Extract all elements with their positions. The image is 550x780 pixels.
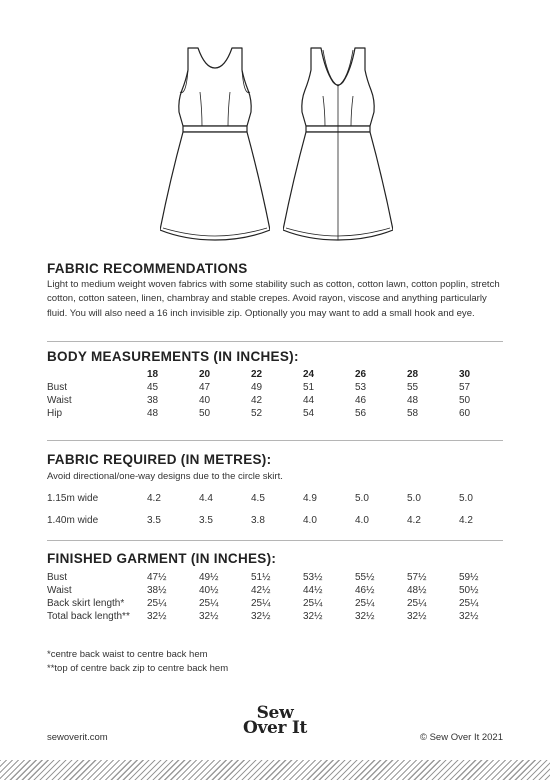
- table-cell: 53½: [303, 572, 323, 583]
- footnote: **top of centre back zip to centre back hem: [47, 663, 229, 674]
- table-cell: 25¼: [459, 598, 479, 609]
- table-cell: 38½: [147, 585, 167, 596]
- size-header: 28: [407, 369, 419, 380]
- table-cell: 4.0: [303, 515, 317, 526]
- table-cell: 53: [355, 382, 367, 393]
- table-cell: 5.0: [459, 493, 473, 504]
- fabric-required-table: [47, 492, 511, 527]
- table-cell: 4.4: [199, 493, 213, 504]
- table-cell: 51½: [251, 572, 271, 583]
- table-cell: 45: [147, 382, 159, 393]
- sew-over-it-logo: [220, 703, 330, 738]
- divider: [47, 440, 503, 441]
- table-cell: 58: [407, 408, 419, 419]
- row-label: 1.15m wide: [47, 493, 99, 504]
- table-cell: 3.5: [147, 515, 161, 526]
- table-cell: 55: [407, 382, 419, 393]
- size-header-row: [47, 368, 511, 381]
- table-cell: 42: [251, 395, 263, 406]
- size-header: 20: [199, 369, 211, 380]
- table-cell: 4.2: [147, 493, 161, 504]
- logo-line: Over It: [242, 718, 308, 738]
- table-row: [47, 610, 511, 623]
- table-cell: 48: [407, 395, 419, 406]
- table-cell: 56: [355, 408, 367, 419]
- table-row: [47, 571, 511, 584]
- footnote: *centre back waist to centre back hem: [47, 649, 208, 660]
- table-cell: 59½: [459, 572, 479, 583]
- dress-back-sketch: [283, 40, 393, 250]
- table-cell: 49½: [199, 572, 219, 583]
- table-cell: 40½: [199, 585, 219, 596]
- fabric-recommendations-heading: FABRIC RECOMMENDATIONS: [47, 261, 248, 276]
- table-cell: 4.9: [303, 493, 317, 504]
- website-link[interactable]: sewoverit.com: [47, 732, 108, 743]
- hatched-border: [0, 760, 550, 780]
- table-cell: 25¼: [147, 598, 167, 609]
- table-cell: 25¼: [303, 598, 323, 609]
- row-label: 1.40m wide: [47, 515, 99, 526]
- table-cell: 25¼: [199, 598, 219, 609]
- table-cell: 50½: [459, 585, 479, 596]
- table-cell: 3.5: [199, 515, 213, 526]
- table-cell: 25¼: [355, 598, 375, 609]
- row-label: Bust: [47, 572, 68, 583]
- table-cell: 52: [251, 408, 263, 419]
- table-cell: 4.0: [355, 515, 369, 526]
- dress-front-sketch: [160, 40, 270, 250]
- divider: [47, 540, 503, 541]
- table-cell: 48½: [407, 585, 427, 596]
- body-measurements-table: [47, 368, 511, 420]
- table-cell: 44: [303, 395, 315, 406]
- row-label: Bust: [47, 382, 68, 393]
- table-cell: 5.0: [355, 493, 369, 504]
- table-row: [47, 514, 511, 527]
- table-cell: 32½: [199, 611, 219, 622]
- size-header: 18: [147, 369, 159, 380]
- table-cell: 48: [147, 408, 159, 419]
- row-label: Waist: [47, 395, 72, 406]
- table-cell: 4.2: [407, 515, 421, 526]
- fabric-recommendations-text: Light to medium weight woven fabrics with some stability such as cotton, cotton lawn, cotton poplin, stretch cotton, cotton sateen, linen, chambray and stable crepes. Avoid rayon, viscose and anything particularly fluid. You will also need a 16 inch invisible zip. Optionally you may want to add a small hook and eye.: [47, 279, 500, 319]
- table-cell: 44½: [303, 585, 323, 596]
- table-cell: 32½: [459, 611, 479, 622]
- table-cell: 57½: [407, 572, 427, 583]
- table-row: [47, 394, 511, 407]
- row-label: Waist: [47, 585, 72, 596]
- table-cell: 60: [459, 408, 471, 419]
- table-cell: 3.8: [251, 515, 265, 526]
- table-row: [47, 597, 511, 610]
- table-cell: 42½: [251, 585, 271, 596]
- logo-line: Sew: [256, 703, 294, 723]
- table-cell: 46: [355, 395, 367, 406]
- size-header: 26: [355, 369, 367, 380]
- fabric-required-note: Avoid directional/one-way designs due to the circle skirt.: [47, 471, 283, 482]
- size-header: 22: [251, 369, 263, 380]
- table-row: [47, 381, 511, 394]
- table-cell: 38: [147, 395, 159, 406]
- table-cell: 46½: [355, 585, 375, 596]
- table-cell: 54: [303, 408, 315, 419]
- table-cell: 49: [251, 382, 263, 393]
- table-cell: 50: [199, 408, 211, 419]
- size-header: 30: [459, 369, 471, 380]
- fabric-required-heading: FABRIC REQUIRED (IN METRES):: [47, 452, 272, 467]
- row-label: Back skirt length*: [47, 598, 125, 609]
- table-cell: 32½: [303, 611, 323, 622]
- table-cell: 4.5: [251, 493, 265, 504]
- table-cell: 47: [199, 382, 211, 393]
- table-cell: 32½: [355, 611, 375, 622]
- table-row: [47, 492, 511, 505]
- table-cell: 57: [459, 382, 471, 393]
- finished-garment-heading: FINISHED GARMENT (IN INCHES):: [47, 551, 277, 566]
- table-cell: 4.2: [459, 515, 473, 526]
- body-measurements-heading: BODY MEASUREMENTS (IN INCHES):: [47, 349, 299, 364]
- table-cell: 47½: [147, 572, 167, 583]
- table-cell: 50: [459, 395, 471, 406]
- finished-garment-table: [47, 571, 511, 623]
- table-row: [47, 584, 511, 597]
- table-cell: 32½: [147, 611, 167, 622]
- size-header: 24: [303, 369, 315, 380]
- divider: [47, 341, 503, 342]
- row-label: Total back length**: [47, 611, 130, 622]
- table-cell: 25¼: [407, 598, 427, 609]
- table-cell: 32½: [407, 611, 427, 622]
- table-cell: 5.0: [407, 493, 421, 504]
- row-label: Hip: [47, 408, 63, 419]
- table-row: [47, 407, 511, 420]
- table-cell: 32½: [251, 611, 271, 622]
- table-cell: 51: [303, 382, 315, 393]
- table-cell: 55½: [355, 572, 375, 583]
- table-cell: 25¼: [251, 598, 271, 609]
- table-cell: 40: [199, 395, 211, 406]
- copyright-text: © Sew Over It 2021: [419, 732, 503, 743]
